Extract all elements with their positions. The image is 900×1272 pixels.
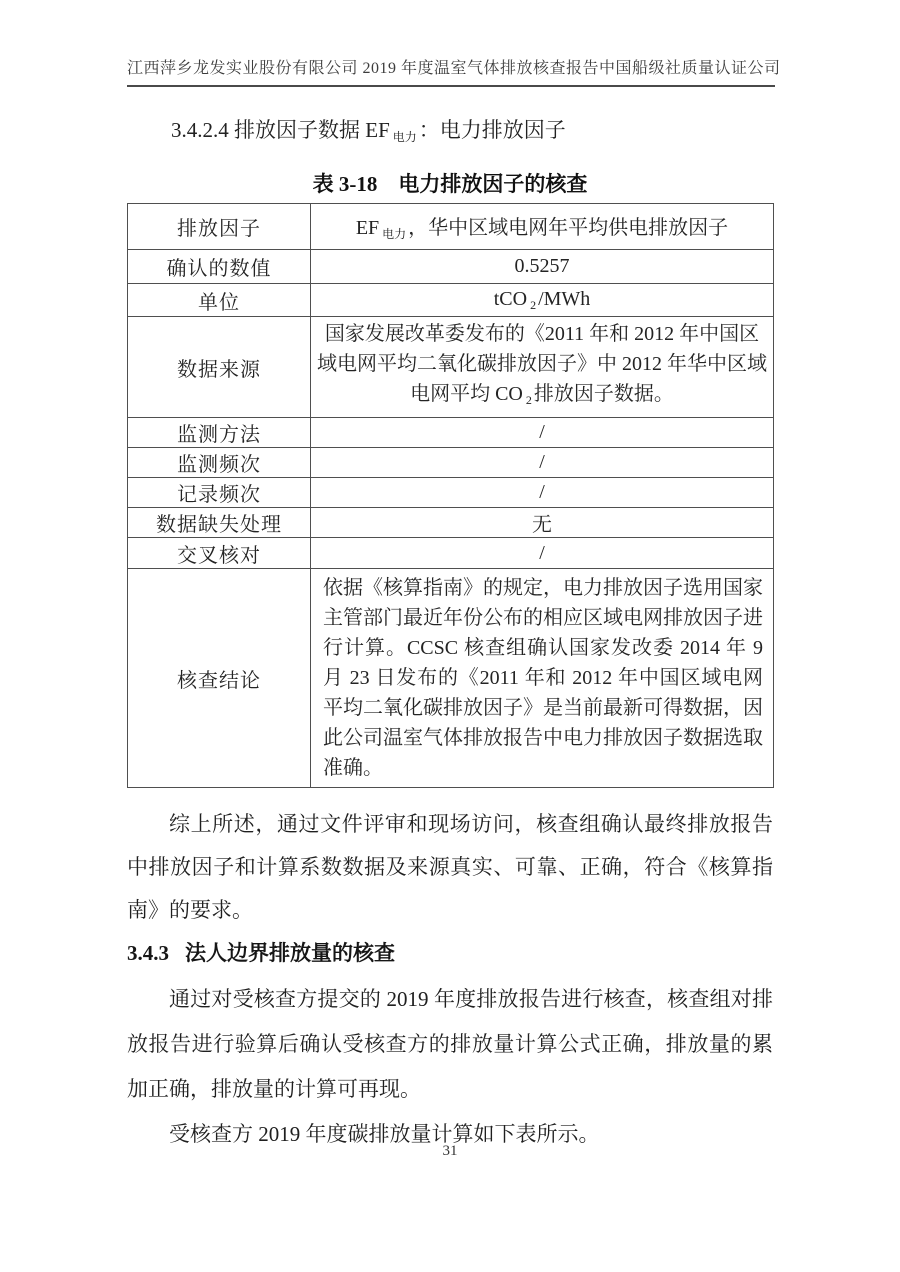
- row-value-unit: [311, 284, 774, 317]
- verification-table: [127, 203, 774, 788]
- unit-text-post: /MWh: [538, 287, 591, 310]
- data-source-subscript: 2: [525, 393, 532, 407]
- table-caption: 表 3-18 电力排放因子的核查: [312, 172, 588, 196]
- row-value-record-frequency: /: [311, 478, 774, 508]
- row-label-monitoring-frequency: 监测频次: [128, 448, 311, 478]
- row-value-conclusion: 依据《核算指南》的规定，电力排放因子选用国家主管部门最近年份公布的相应区域电网排放因子进行计算。CCSC 核查组确认国家发改委 2014 年 9 月 23 日发布的《2011 年和 2012 年中国区域电网平均二氧化碳排放因子》是当前最新可得数据，因此公司温室气体排放报告中电力排放因子数据选取准确。: [311, 569, 774, 788]
- running-header: [127, 58, 781, 87]
- table-row: [128, 418, 774, 448]
- row-label-cross-check: 交叉核对: [128, 538, 311, 569]
- data-source-text: 国家发展改革委发布的《2011 年和 2012 年中国区域电网平均二氧化碳排放因子》中 2012 年华中区域电网平均 CO: [317, 323, 767, 405]
- table-row: [128, 508, 774, 538]
- data-source-text-post: 排放因子数据。: [533, 383, 674, 405]
- unit-text: tCO: [493, 287, 528, 310]
- section-number: 3.4.3: [127, 941, 169, 965]
- ef-text: EF: [355, 217, 380, 239]
- section-title: 法人边界排放量的核查: [185, 941, 395, 965]
- page-number: 31: [442, 1143, 458, 1159]
- table-row: [128, 317, 774, 418]
- row-label-confirmed-value: 确认的数值: [128, 250, 311, 284]
- section-heading-text-post: ：电力排放因子: [418, 118, 566, 142]
- row-label-record-frequency: 记录频次: [128, 478, 311, 508]
- section-heading-subscript: 电力: [392, 130, 417, 144]
- header-title: 江西萍乡龙发实业股份有限公司 2019 年度温室气体排放核查报告中国船级社质量认证公司: [127, 60, 781, 77]
- table-row: [128, 448, 774, 478]
- table-row: [128, 569, 774, 788]
- ef-subscript: 电力: [382, 227, 407, 241]
- row-label-conclusion: 核查结论: [128, 569, 311, 788]
- table-row: [128, 204, 774, 250]
- row-value-emission-factor: [311, 204, 774, 250]
- row-label-data-source: 数据来源: [128, 317, 311, 418]
- table-row: [128, 478, 774, 508]
- paragraph-verification: 通过对受核查方提交的 2019 年度排放报告进行核查，核查组对排放报告进行验算后确认受核查方的排放量计算公式正确，排放量的累加正确，排放量的计算可再现。: [127, 987, 773, 1101]
- row-label-monitoring-method: 监测方法: [128, 418, 311, 448]
- row-value-missing-data-handling: 无: [311, 508, 774, 538]
- section-heading-3-4-3: [127, 938, 773, 968]
- row-value-data-source: [311, 317, 774, 418]
- row-label-emission-factor: 排放因子: [128, 204, 311, 250]
- row-value-cross-check: /: [311, 538, 774, 569]
- row-value-monitoring-method: /: [311, 418, 774, 448]
- table-row: [128, 250, 774, 284]
- paragraph-summary: 综上所述，通过文件评审和现场访问，核查组确认最终排放报告中排放因子和计算系数数据及来源真实、可靠、正确，符合《核算指南》的要求。: [127, 812, 773, 922]
- table-row: [128, 284, 774, 317]
- section-heading-text: 3.4.2.4 排放因子数据 EF: [171, 118, 390, 142]
- table-row: [128, 538, 774, 569]
- row-value-monitoring-frequency: /: [311, 448, 774, 478]
- row-label-missing-data-handling: 数据缺失处理: [128, 508, 311, 538]
- section-heading-3-4-2-4: [127, 116, 773, 151]
- paragraph-calc-note: 受核查方 2019 年度碳排放量计算如下表所示。: [169, 1122, 600, 1146]
- row-value-confirmed-value: 0.5257: [311, 250, 774, 284]
- unit-subscript: 2: [530, 297, 537, 312]
- ef-text-post: ，华中区域电网年平均供电排放因子: [408, 217, 729, 239]
- row-label-unit: 单位: [128, 284, 311, 317]
